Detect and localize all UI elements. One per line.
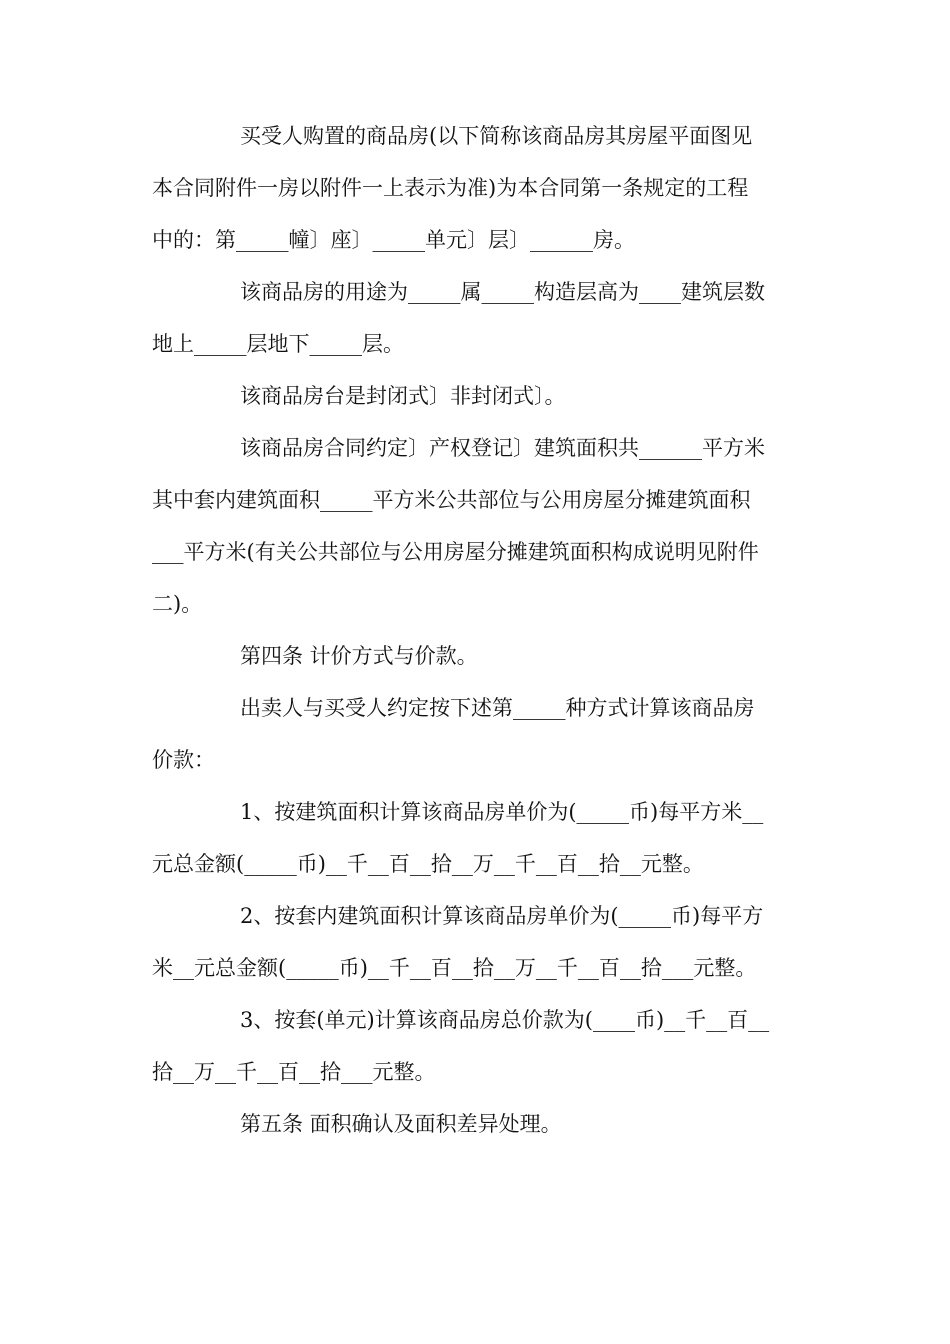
paragraph-line: 该商品房台是封闭式〕非封闭式〕。 (240, 384, 566, 408)
list-item-line: 3、按套(单元)计算该商品房总价款为(____币)__千__百__ (240, 1008, 770, 1032)
paragraph-line: 买受人购置的商品房(以下简称该商品房其房屋平面图见 (240, 124, 753, 148)
list-item-line: 元总金额(_____币)__千__百__拾__万__千__百__拾__元整。 (152, 852, 704, 876)
list-item-line: 1、按建筑面积计算该商品房单价为(_____币)每平方米__ (240, 800, 764, 824)
list-item-line: 拾__万__千__百__拾___元整。 (152, 1060, 436, 1084)
paragraph-line: 出卖人与买受人约定按下述第_____种方式计算该商品房 (240, 696, 755, 720)
list-item-line: 2、按套内建筑面积计算该商品房单价为(_____币)每平方 (240, 904, 764, 928)
paragraph-line: 价款： (152, 748, 215, 772)
paragraph-line: 本合同附件一房以附件一上表示为准)为本合同第一条规定的工程 (152, 176, 749, 200)
paragraph-line: 中的：第_____幢〕座〕_____单元〕层〕______房。 (152, 228, 635, 252)
paragraph-line: ___平方米(有关公共部位与公用房屋分摊建筑面积构成说明见附件 (152, 540, 759, 564)
paragraph-line: 其中套内建筑面积_____平方米公共部位与公用房屋分摊建筑面积 (152, 488, 751, 512)
paragraph-line: 地上_____层地下_____层。 (152, 332, 404, 356)
paragraph-line: 该商品房合同约定〕产权登记〕建筑面积共______平方米 (240, 436, 765, 460)
paragraph-line: 该商品房的用途为_____属_____构造层高为____建筑层数 (240, 280, 765, 304)
document-body (152, 110, 802, 1150)
list-item-line: 米__元总金额(_____币)__千__百__拾__万__千__百__拾___元整。 (152, 956, 757, 980)
article-heading: 第五条 面积确认及面积差异处理。 (240, 1112, 562, 1136)
article-heading: 第四条 计价方式与价款。 (240, 644, 478, 668)
paragraph-line: 二)。 (152, 592, 203, 616)
